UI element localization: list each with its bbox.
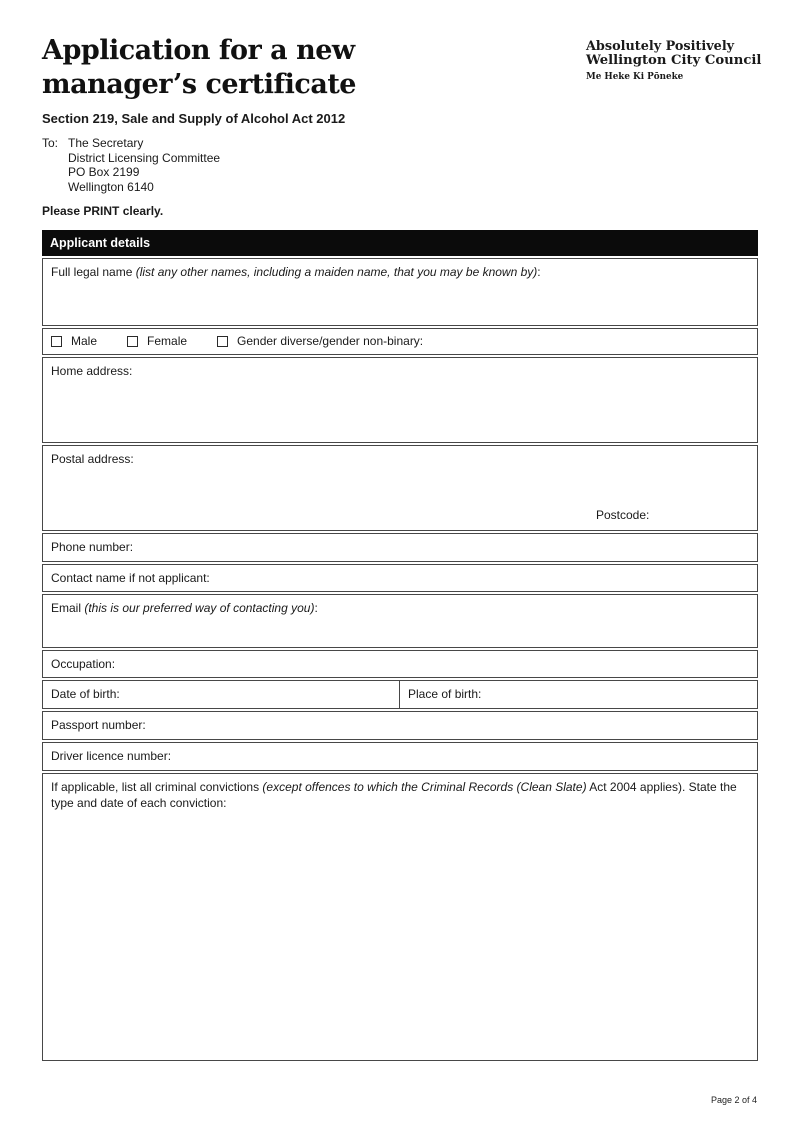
gender-option-male[interactable] <box>51 333 97 349</box>
section-header-label: Applicant details <box>50 235 151 250</box>
recipient-line: District Licensing Committee <box>68 150 221 165</box>
field-contact-name[interactable] <box>42 564 758 592</box>
male-checkbox[interactable] <box>51 336 62 347</box>
female-label: Female <box>147 333 188 348</box>
field-birth-row <box>42 680 758 709</box>
postal-address-label: Postal address: <box>51 451 134 466</box>
print-clearly-notice: Please PRINT clearly. <box>42 203 164 218</box>
field-phone-number[interactable] <box>42 533 758 562</box>
field-place-of-birth[interactable] <box>400 681 757 708</box>
title-line-2: manager’s certificate <box>42 69 356 101</box>
passport-label: Passport number: <box>51 717 146 732</box>
recipient-line: PO Box 2199 <box>68 165 140 180</box>
postcode-label: Postcode: <box>596 508 650 523</box>
field-date-of-birth[interactable] <box>43 681 400 708</box>
logo-city-rest: City Council <box>666 53 762 69</box>
logo-maori-name: Me Heke Ki Pōneke <box>586 72 684 83</box>
gender-diverse-label: Gender diverse/gender non-binary: <box>237 333 424 348</box>
recipient-block <box>42 136 758 195</box>
field-driver-licence-number[interactable] <box>42 742 758 771</box>
section-header-applicant-details <box>42 230 758 256</box>
field-home-address[interactable] <box>42 357 758 443</box>
home-address-label: Home address: <box>51 363 133 378</box>
full-name-label: Full legal name (list any other names, including a maiden name, that you may be known by): <box>51 264 541 279</box>
field-full-legal-name[interactable] <box>42 258 758 326</box>
date-of-birth-label: Date of birth: <box>51 686 120 701</box>
female-checkbox[interactable] <box>127 336 138 347</box>
wcc-logo <box>586 39 762 83</box>
field-postal-address[interactable] <box>42 445 758 531</box>
to-label: To: <box>42 136 59 151</box>
header <box>42 34 762 102</box>
gender-diverse-checkbox[interactable] <box>217 336 228 347</box>
field-gender <box>42 328 758 355</box>
logo-city-council <box>586 53 762 69</box>
field-email[interactable] <box>42 594 758 648</box>
convictions-label: If applicable, list all criminal convictions (except offences to which the Criminal Records (Clean Slate) Act 2004 applies). State the type and date of each conviction: <box>51 779 737 810</box>
occupation-label: Occupation: <box>51 656 116 671</box>
gender-option-female[interactable] <box>127 333 187 349</box>
page-number: Page 2 of 4 <box>710 1095 757 1105</box>
title-line-1: Application for a new <box>42 35 355 66</box>
gender-option-diverse[interactable] <box>217 333 423 349</box>
phone-label: Phone number: <box>51 539 134 554</box>
recipient-line: The Secretary <box>68 136 144 151</box>
act-subtitle: Section 219, Sale and Supply of Alcohol Act 2012 <box>42 111 346 127</box>
recipient-line: Wellington 6140 <box>68 179 154 194</box>
field-passport-number[interactable] <box>42 711 758 740</box>
field-criminal-convictions[interactable] <box>42 773 758 1061</box>
driver-licence-label: Driver licence number: <box>51 748 172 763</box>
male-label: Male <box>71 333 98 348</box>
contact-name-label: Contact name if not applicant: <box>51 570 210 585</box>
logo-tagline: Absolutely Positively <box>586 39 735 54</box>
email-label: Email (this is our preferred way of contacting you): <box>51 600 318 615</box>
logo-city-bold: Wellington <box>586 53 667 69</box>
field-occupation[interactable] <box>42 650 758 678</box>
page-title <box>42 34 356 102</box>
place-of-birth-label: Place of birth: <box>408 686 482 701</box>
recipient-address <box>68 136 220 195</box>
